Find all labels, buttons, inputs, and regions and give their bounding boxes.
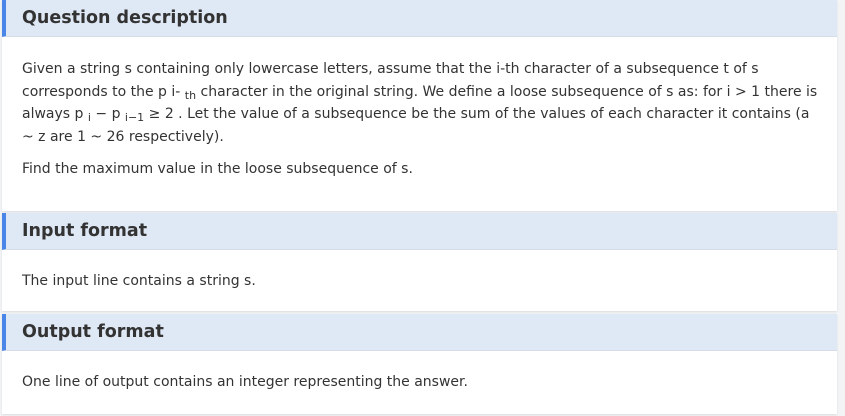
- question-description-body: [2, 37, 837, 181]
- input-format-body: [2, 250, 837, 293]
- input-format-header: [2, 213, 837, 250]
- question-description-header: [2, 0, 837, 37]
- description-text-part-3: − p: [90, 106, 125, 122]
- input-format-title: Input format: [22, 221, 148, 241]
- description-text-part-1: Given a string s containing only lowercase letters, assume that the i-th character of a subsequence t of s corresponds to the p i-: [22, 61, 759, 100]
- question-description-title: Question description: [22, 8, 228, 28]
- subscript-i: i: [87, 111, 91, 124]
- subscript-i-minus-1: i−1: [124, 111, 145, 124]
- task-paragraph: Find the maximum value in the loose subsequence of s.: [22, 161, 413, 177]
- description-text-part-4: ≥ 2 . Let the value of a subsequence be the sum of the values of each character it contains (a ~ z are 1 ~ 26 respectively).: [22, 106, 810, 145]
- output-format-title: Output format: [22, 322, 164, 342]
- question-description-section: [2, 0, 837, 211]
- description-text-part-2: character in the original string. We define a loose subsequence of s as: for i > 1 there is always p: [22, 83, 818, 122]
- subscript-th: th: [184, 88, 197, 102]
- input-format-section: [2, 213, 837, 311]
- input-format-text: The input line contains a string s.: [22, 273, 256, 289]
- output-format-body: [2, 351, 837, 394]
- output-format-text: One line of output contains an integer representing the answer.: [22, 374, 468, 390]
- description-paragraph: [22, 58, 825, 148]
- output-format-header: [2, 314, 837, 351]
- output-format-section: [2, 314, 837, 414]
